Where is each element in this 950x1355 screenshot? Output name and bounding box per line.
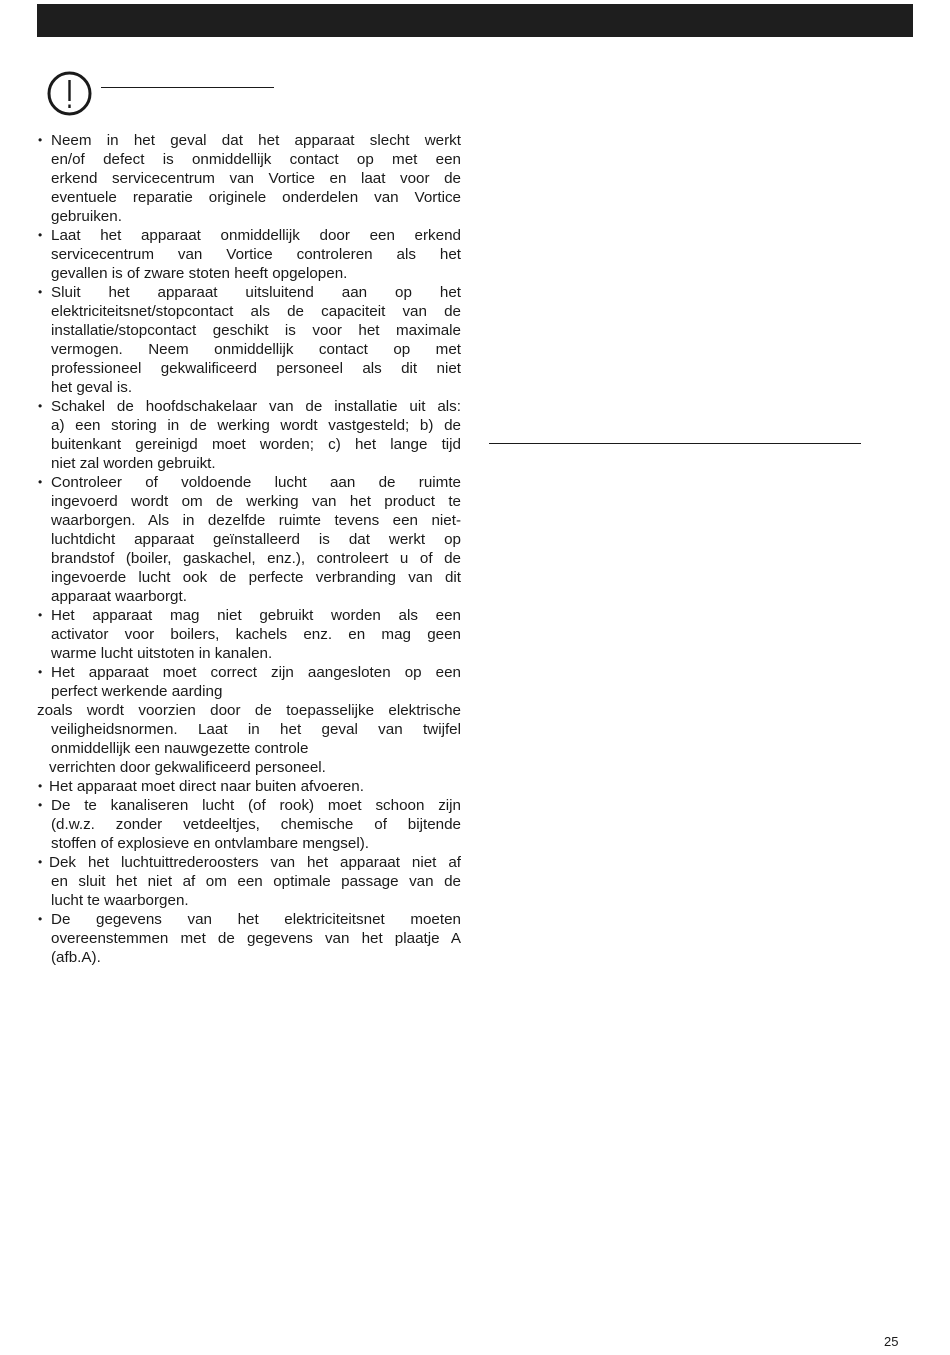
bullet: • xyxy=(38,779,43,793)
list-item-line: apparaat waarborgt. xyxy=(51,588,187,605)
list-item xyxy=(37,131,461,226)
list-item-line: vermogen. Neem onmiddellijk contact op met xyxy=(51,341,461,358)
list-item-line: luchtdicht apparaat geïnstalleerd is dat werkt op xyxy=(51,531,461,548)
list-item-line: Het apparaat moet correct zijn aangesloten op een xyxy=(51,664,461,681)
list-item-line: brandstof (boiler, gaskachel, enz.), controleert u of de xyxy=(51,550,461,567)
list-item xyxy=(37,796,461,853)
list-item-line: buitenkant gereinigd moet worden; c) het lange tijd xyxy=(51,436,461,453)
bullet: • xyxy=(38,665,43,679)
bullet: • xyxy=(38,912,43,926)
list-item xyxy=(37,663,461,777)
list-item-line: gebruiken. xyxy=(51,208,122,225)
list-item-line: a) een storing in de werking wordt vastgesteld; b) de xyxy=(51,417,461,434)
list-item-line: veiligheidsnormen. Laat in het geval van twijfel xyxy=(51,721,461,738)
list-item-line: onmiddellijk een nauwgezette controle xyxy=(51,740,309,757)
bullet: • xyxy=(38,475,43,489)
list-item xyxy=(37,473,461,606)
list-item xyxy=(37,606,461,663)
list-item-line: ingevoerde lucht ook de perfecte verbranding van dit xyxy=(51,569,461,586)
list-item-line: professioneel gekwalificeerd personeel als dit niet xyxy=(51,360,461,377)
list-item-line: De te kanaliseren lucht (of rook) moet schoon zijn xyxy=(51,797,461,814)
header-bar xyxy=(37,4,913,37)
list-item xyxy=(37,910,461,967)
list-item-line: installatie/stopcontact geschikt is voor het maximale xyxy=(51,322,461,339)
list-item-line: servicecentrum van Vortice controleren als het xyxy=(51,246,461,263)
list-item-line: eventuele reparatie originele onderdelen van Vortice xyxy=(51,189,461,206)
list-item-line: elektriciteitsnet/stopcontact als de capaciteit van de xyxy=(51,303,461,320)
bullet: • xyxy=(38,855,43,869)
list-item-line: activator voor boilers, kachels enz. en mag geen xyxy=(51,626,461,643)
list-item-line: gevallen is of zware stoten heeft opgelopen. xyxy=(51,265,348,282)
list-item-line: en sluit het niet af om een optimale passage van de xyxy=(51,873,461,890)
list-item-line: Sluit het apparaat uitsluitend aan op het xyxy=(51,284,461,301)
list-item-line: (d.w.z. zonder vetdeeltjes, chemische of bijtende xyxy=(51,816,461,833)
list-item-line: De gegevens van het elektriciteitsnet moeten xyxy=(51,911,461,928)
exclamation-circle-icon xyxy=(47,71,92,116)
list-item-line: niet zal worden gebruikt. xyxy=(51,455,216,472)
list-item-line: warme lucht uitstoten in kanalen. xyxy=(51,645,273,662)
list-item-line: lucht te waarborgen. xyxy=(51,892,189,909)
list-item-line: het geval is. xyxy=(51,379,133,396)
bullet: • xyxy=(38,798,43,812)
bullet: • xyxy=(38,133,43,147)
list-item-line: ingevoerd wordt om de werking van het product te xyxy=(51,493,461,510)
bullet: • xyxy=(38,608,43,622)
list-item-line: (afb.A). xyxy=(51,949,101,966)
list-item-line: Neem in het geval dat het apparaat slecht werkt xyxy=(51,132,461,149)
list-item-line: Schakel de hoofdschakelaar van de installatie uit als: xyxy=(51,398,461,415)
list-item-line: en/of defect is onmiddellijk contact op met een xyxy=(51,151,461,168)
page-number: 25 xyxy=(884,1334,899,1349)
list-item-line: Het apparaat mag niet gebruikt worden als een xyxy=(51,607,461,624)
list-item xyxy=(37,283,461,397)
list-item-line: Dek het luchtuittrederoosters van het apparaat niet af xyxy=(49,854,461,871)
list-item-line: perfect werkende aarding xyxy=(51,683,223,700)
bullet: • xyxy=(38,285,43,299)
list-item-line: Controleer of voldoende lucht aan de ruimte xyxy=(51,474,461,491)
list-item-line: stoffen of explosieve en ontvlambare mengsel). xyxy=(51,835,369,852)
list-item-line: verrichten door gekwalificeerd personeel. xyxy=(49,759,326,776)
bullet: • xyxy=(38,399,43,413)
list-item xyxy=(37,853,461,910)
heading-rule xyxy=(101,87,274,88)
list-item xyxy=(37,777,461,796)
list-item xyxy=(37,397,461,473)
list-item-line: Het apparaat moet direct naar buiten afvoeren. xyxy=(49,778,364,795)
section-rule xyxy=(489,443,861,444)
list-item-line: zoals wordt voorzien door de toepasselijke elektrische xyxy=(37,702,461,719)
bullet: • xyxy=(38,228,43,242)
list-item-line: waarborgen. Als in dezelfde ruimte tevens een niet- xyxy=(51,512,461,529)
list-item-line: overeenstemmen met de gegevens van het plaatje A xyxy=(51,930,461,947)
list-item-line: Laat het apparaat onmiddellijk door een erkend xyxy=(51,227,461,244)
list-item-line: erkend servicecentrum van Vortice en laat voor de xyxy=(51,170,461,187)
list-item xyxy=(37,226,461,283)
safety-instructions xyxy=(37,131,461,967)
